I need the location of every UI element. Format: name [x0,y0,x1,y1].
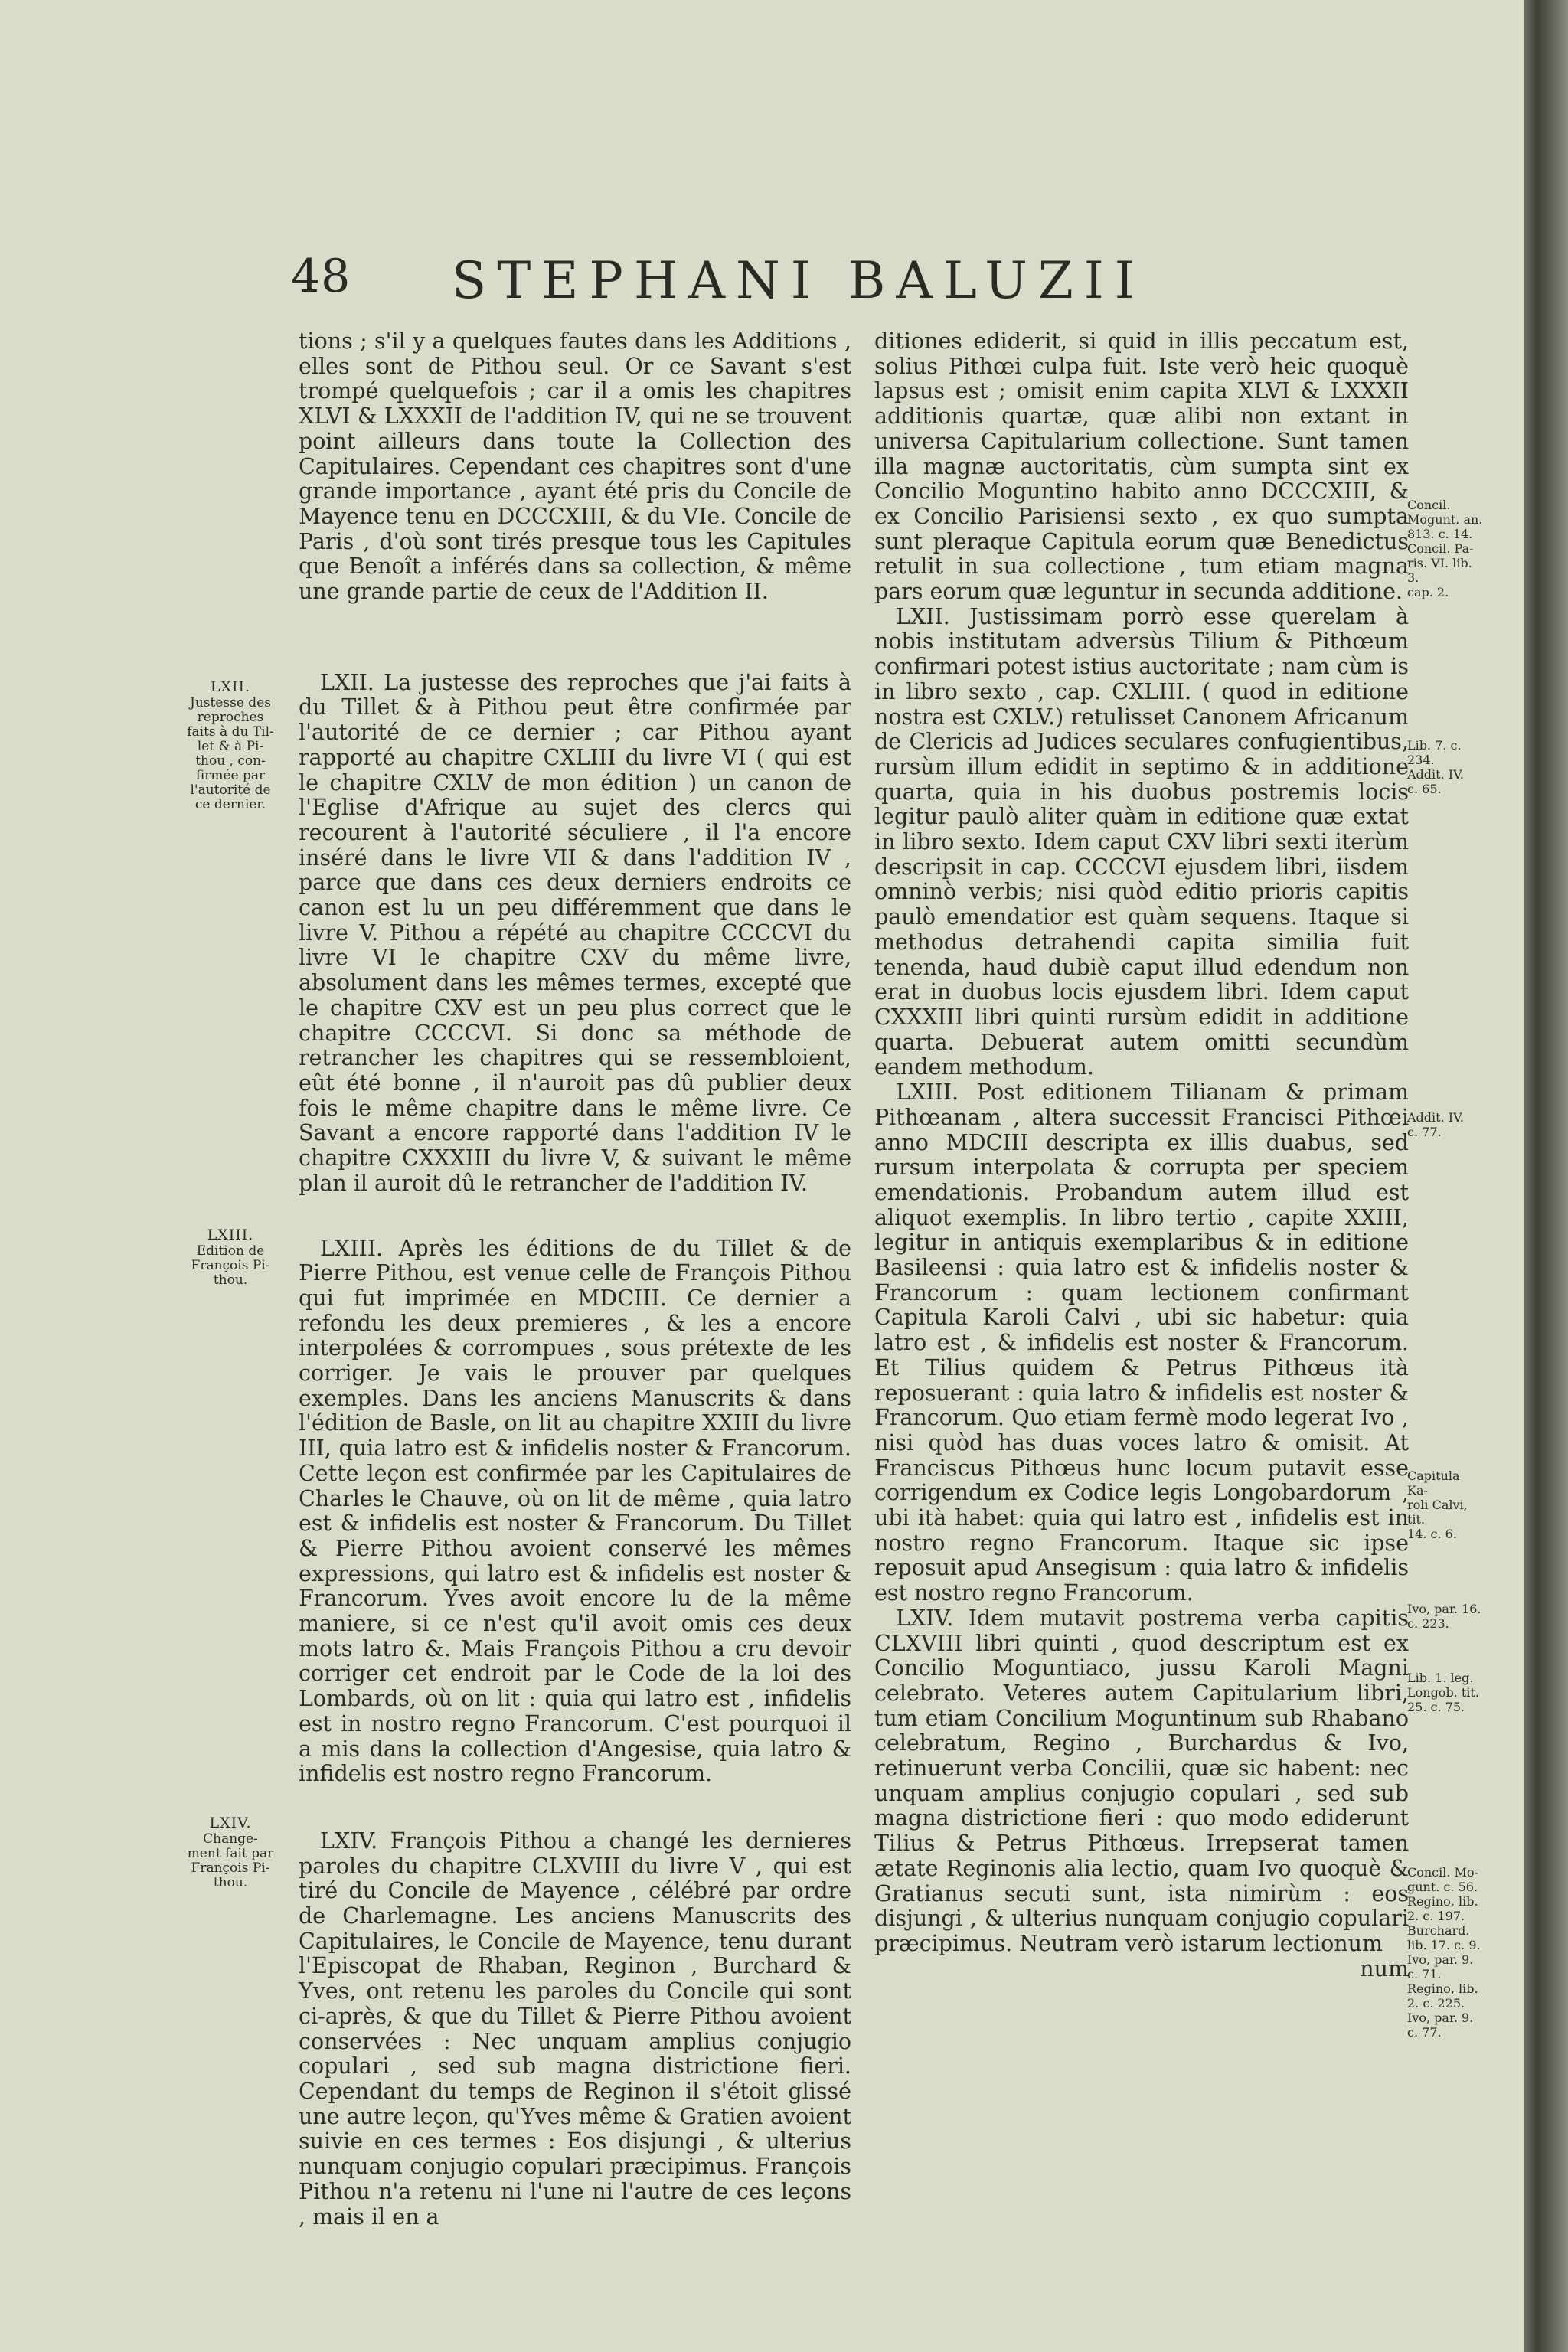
french-column [299,329,851,2230]
catchword: num [1360,1955,1409,1981]
french-paragraph-lxii: LXII. La justesse des reproches que j'ai faits à du Tillet & à Pithou peut être confirmée par l'autorité de ce dernier ; car Pithou ayant rapporté au chapitre CXLIII du livre VI ( qui est le chapitre CXLV de mon édition ) un canon de l'Eglise d'Afrique au sujet des clercs qui recourent à l'autorité séculiere , il l'a encore inséré dans le livre VII & dans l'addition IV , parce que dans ces deux derniers endroits ce canon est lu un peu différemment que dans le livre V. Pithou a répété au chapitre CCCCVI du livre VI le chapitre CXV du même livre, absolument dans les mêmes termes, excepté que le chapitre CXV est un peu plus correct que le chapitre CCCCVI. Si donc sa méthode de retrancher les chapitres qui se ressembloient, eût été bonne , il n'auroit pas dû publier deux fois le même chapitre dans le même livre. Ce Savant a encore rapporté dans l'addition IV le chapitre CXXXIII du livre V, & suivant le même plan il auroit dû le retrancher de l'addition IV. [299,669,851,1196]
margin-ref-2: Lib. 7. c. 234. Addit. IV. c. 65. [1407,738,1464,796]
margin-note-lxiii: LXIII. Edition de François Pi- thou. [191,1227,270,1288]
book-spine-edge [1524,0,1568,2352]
latin-paragraph-1: ditiones ediderit, si quid in illis peccatum est, solius Pithœi culpa fuit. Iste verò heic quoquè lapsus est ; omisit enim capita XLVI & LXXXII additionis quartæ, quæ alibi non extant in universa Capitularium collectione. Sunt tamen illa magnæ auctoritatis, cùm sumpta sint ex Concilio Moguntino habito anno DCCCXIII, & ex Concilio Parisiensi sexto , ex quo sumpta sunt pleraque Capitula eorum quæ Benedictus retulit in sua collectione , tum etiam magna pars eorum quæ leguntur in secunda additione. [874,328,1409,605]
latin-paragraph-lxiii: LXIII. Post editionem Tilianam & primam Pithœanam , altera successit Francisci Pithœi anno MDCIII descripta ex illis duabus, sed rursum interpolata & corrupta per speciem emendationis. Probandum autem illud est aliquot exemplis. In libro tertio , capite XXIII, legitur in antiquis exemplaribus & in editione Basileensi : quia latro est & infidelis noster & Francorum : quam lectionem confirmant Capitula Karoli Calvi , ubi sic habetur: quia latro est , & infidelis est noster & Francorum. Et Tilius quidem & Petrus Pithœus ità reposuerant : quia latro & infidelis est noster & Francorum. Quo etiam fermè modo legerat Ivo , nisi quòd has duas voces latro & omisit. At Franciscus Pithœus hunc locum putavit esse corrigendum ex Codice legis Longobardorum , ubi ità habet: quia qui latro est , infidelis est in nostro regno Francorum. Itaque sic ipse reposuit apud Ansegisum : quia latro & infidelis est nostro regno Francorum. [874,1080,1409,1606]
french-paragraph-lxiii: LXIII. Après les éditions de du Tillet & de Pierre Pithou, est venue celle de François Pithou qui fut imprimée en MDCIII. Ce dernier a refondu les deux premieres , & les a encore interpolées & corrompues , sous prétexte de les corriger. Je vais le prouver par quelques exemples. Dans les anciens Manuscrits & dans l'édition de Basle, on lit au chapitre XXIII du livre III, quia latro est & infidelis noster & Francorum. Cette leçon est confirmée par les Capitulaires de Charles le Chauve, où on lit de même , quia latro est & infidelis est noster & Francorum. Du Tillet & Pierre Pithou avoient conservé les mêmes expressions, qui latro est & infidelis est noster & Francorum. Yves avoit encore lu de la même maniere, si ce n'est qu'il avoit omis ces deux mots latro &. Mais François Pithou a cru devoir corriger cet endroit par le Code de la loi des Lombards, où on lit : quia qui latro est , infidelis est in nostro regno Francorum. C'est pourquoi il a mis dans la collection d'Angesise, quia latro & infidelis est nostro regno Francorum. [299,1235,851,1787]
margin-ref-5: Ivo, par. 16. c. 223. [1407,1602,1481,1631]
margin-ref-3: Addit. IV. c. 77. [1407,1110,1464,1139]
margin-ref-7: Concil. Mo- gunt. c. 56. Regino, lib. 2. c. 197. Burchard. lib. 17. c. 9. Ivo, par. 9. c. 71. Regino, lib. 2. c. 225. Ivo, par. 9. c. 77. [1407,1865,1481,2040]
latin-column [874,329,1409,1981]
french-paragraph-1: tions ; s'il y a quelques fautes dans les Additions , elles sont de Pithou seul. Or ce Savant s'est trompé quelquefois ; car il a omis les chapitres XLVI & LXXXII de l'addition IV, qui ne se trouvent point ailleurs dans toute la Collection des Capitulaires. Cependant ces chapitres sont d'une grande importance , ayant été pris du Concile de Mayence tenu en DCCCXIII, & du VIe. Concile de Paris , d'où sont tirés presque tous les Capitules que Benoît a inférés dans sa collection, & même une grande partie de ceux de l'Addition II. [299,328,851,605]
margin-note-lxii: LXII. Justesse des reproches faits à du Til- let & à Pi- thou , con- firmée par l'autorité de ce dernier. [187,678,274,812]
margin-note-lxiv: LXIV. Change- ment fait par François Pi- thou. [187,1815,274,1890]
margin-ref-4: Capitula Ka- roli Calvi, tit. 14. c. 6. [1407,1468,1468,1541]
margin-ref-1: Concil. Mogunt. an. 813. c. 14. Concil. Pa- ris. VI. lib. 3. cap. 2. [1407,498,1483,599]
page-header [291,243,1271,320]
latin-paragraph-lxii: LXII. Justissimam porrò esse querelam à nobis institutam adversùs Tilium & Pithœum confirmari potest istius auctoritate ; nam cùm is in libro sexto , cap. CXLIII. ( quod in editione nostra est CXLV.) retulisset Canonem Africanum de Clericis ad Judices seculares confugientibus, rursùm illum edidit in septimo & in additione quarta, quia in his duobus postremis locis legitur paulò aliter quàm in editione quæ extat in libro sexto. Idem caput CXV libri sexti iterùm descripsit in cap. CCCCVI ejusdem libri, iisdem omninò verbis; nisi quòd editio prioris capitis paulò emendatior est quàm sequens. Itaque si methodus detrahendi capita similia fuit tenenda, haud dubiè caput illud edendum non erat in duobus locis ejusdem libri. Idem caput CXXXIII libri quinti rursùm edidit in additione quarta. Debuerat autem omitti secundùm eandem methodum. [874,603,1409,1080]
latin-paragraph-lxiv: LXIV. Idem mutavit postrema verba capitis CLXVIII libri quinti , quod descriptum est ex Concilio Moguntiaco, jussu Karoli Magni celebrato. Veteres autem Capitularium libri, tum etiam Concilium Moguntinum sub Rhabano celebratum, Regino , Burchardus & Ivo, retinuerunt verba Concilii, quæ sic habent: nec unquam amplius conjugio copulari , sed sub magna districtione fieri : quo modo ediderunt Tilius & Petrus Pithœus. Irrepserat tamen ætate Reginonis alia lectio, quam Ivo quoquè & Gratianus secuti sunt, ista nimirùm : eos disjungi , & ulterius nunquam conjugio copulari præcipimus. Neutram verò istarum lectionum [874,1605,1409,1956]
margin-ref-6: Lib. 1. leg. Longob. tit. 25. c. 75. [1407,1671,1479,1714]
french-paragraph-lxiv: LXIV. François Pithou a changé les dernieres paroles du chapitre CLXVIII du livre V , qui est tiré du Concile de Mayence , célébré par ordre de Charlemagne. Les anciens Manuscrits des Capitulaires, le Concile de Mayence, tenu durant l'Episcopat de Rhaban, Reginon , Burchard & Yves, ont retenu les paroles du Concile qui sont ci-après, & que du Tillet & Pierre Pithou avoient conservées : Nec unquam amplius conjugio copulari , sed sub magna districtione fieri. Cependant du temps de Reginon il s'étoit glissé une autre leçon, qu'Yves même & Gratien avoient suivie en ces termes : Eos disjungi , & ulterius nunquam conjugio copulari præcipimus. François Pithou n'a retenu ni l'une ni l'autre de ces leçons , mais il en a [299,1828,851,2230]
page-number: 48 [291,250,351,303]
running-title: STEPHANI BALUZII [452,251,1145,310]
